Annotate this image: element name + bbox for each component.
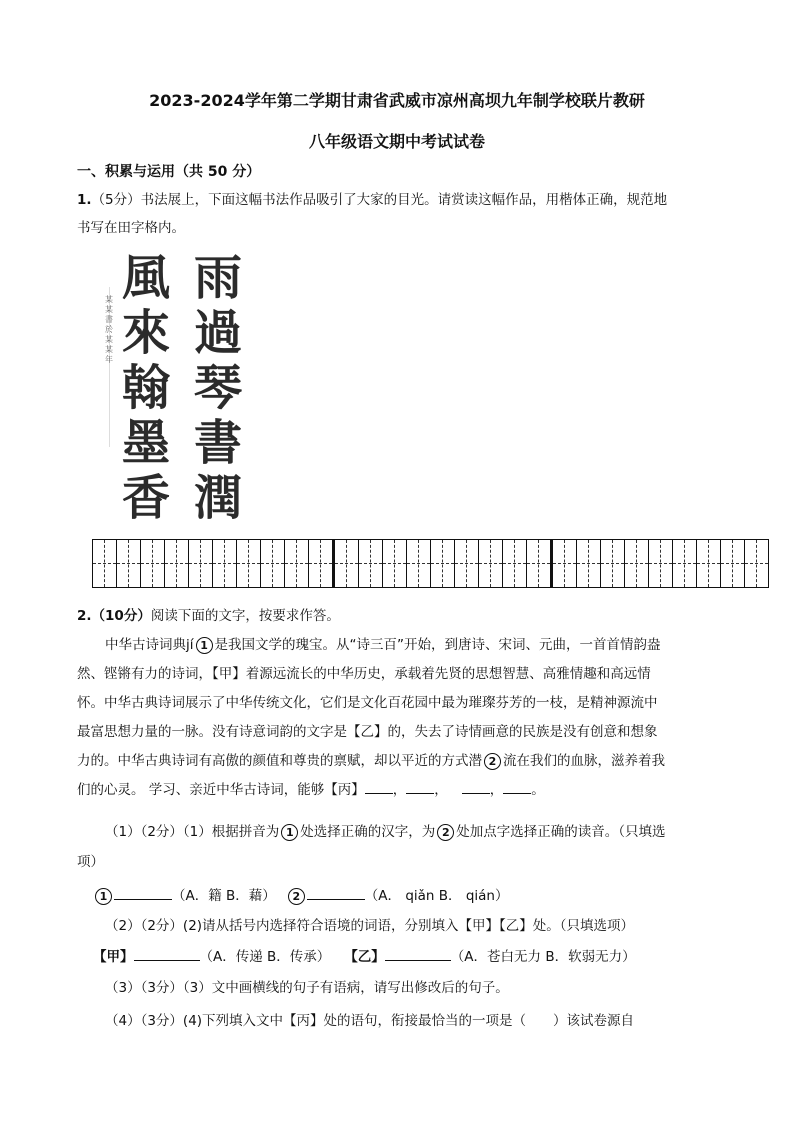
answer-blank[interactable] (365, 781, 393, 794)
passage-line4: 最富思想力量的一脉。没有诗意词韵的文字是【乙】的，失去了诗情画意的民族是没有创意和想象 (77, 724, 658, 740)
q1-text-line2: 书写在田字格内。 (77, 220, 185, 236)
passage-text: 是我国文学的瑰宝。从“诗三百”开始，到唐诗、宋词、元曲，一首首情韵盎 (214, 637, 661, 653)
page-title-line2: 八年级语文期中考试试卷 (308, 132, 485, 151)
grid-cell[interactable] (189, 540, 213, 587)
grid-cell[interactable] (721, 540, 745, 587)
grid-cell[interactable] (431, 540, 455, 587)
grid-cell[interactable] (673, 540, 697, 587)
sub1-options-2: （A． qiǎn B． qián） (364, 888, 509, 904)
grid-cell[interactable] (697, 540, 721, 587)
calligraphy-left-column (115, 251, 177, 526)
sub1-end2: 项） (77, 854, 104, 870)
q1-text-line1: 书法展上，下面这幅书法作品吸引了大家的目光。请赏读这幅作品，用楷体正确，规范地 (140, 192, 668, 208)
grid-cell[interactable] (527, 540, 553, 587)
grid-cell[interactable] (625, 540, 649, 587)
calligraphy-char: 風 (121, 250, 170, 306)
calligraphy-char: 香 (121, 470, 170, 526)
q2-heading (77, 604, 340, 624)
grid-cell[interactable] (383, 540, 407, 587)
passage-text: 力的。中华古典诗词有高傲的颜值和尊贵的禀赋，却以平近的方式潜 (77, 753, 482, 769)
passage-line3: 怀。中华古典诗词展示了中华传统文化，它们是文化百花园中最为璀璨芬芳的一枝，是精神源流中 (77, 695, 658, 711)
calligraphy-char: 雨 (193, 250, 242, 306)
passage-text: 们的心灵。 学习、亲近中华古诗词，能够【丙】 (77, 782, 365, 798)
sub1-answer-line (93, 884, 508, 905)
sub1-label: （1）（2分）（1）根据拼音为 (105, 824, 280, 840)
grid-cell[interactable] (117, 540, 141, 587)
grid-cell[interactable] (503, 540, 527, 587)
calligraphy-inscription: 某某書於某某年 (105, 295, 113, 364)
q1-number: 1. (77, 192, 92, 208)
grid-cell[interactable] (261, 540, 285, 587)
calligraphy-char: 過 (193, 305, 242, 361)
grid-cell[interactable] (93, 540, 117, 587)
circle-marker-2: 2 (484, 753, 501, 770)
q2-score: （10分） (91, 608, 151, 624)
answer-blank-yi[interactable] (385, 948, 451, 961)
answer-blank-2[interactable] (307, 887, 365, 900)
answer-blank[interactable] (406, 781, 434, 794)
sub4-label: （4）（3分）(4)下列填入文中【丙】处的语句，衔接最恰当的一项是（ ）该试卷源自 (105, 1013, 635, 1029)
answer-blank[interactable] (503, 781, 531, 794)
grid-cell[interactable] (213, 540, 237, 587)
calligraphy-char: 琴 (193, 360, 242, 416)
sub2-yi-options: （A．苍白无力 B．软弱无力） (450, 949, 636, 965)
section-heading: 一、积累与运用（共 50 分） (77, 164, 261, 180)
sub2-yi-label: 【乙】 (344, 949, 385, 965)
sub2-jia-options: （A．传递 B．传承） (199, 949, 331, 965)
grid-cell[interactable] (407, 540, 431, 587)
q2-number: 2. (77, 608, 92, 624)
calligraphy-char: 來 (121, 305, 170, 361)
circle-marker-1: 1 (95, 888, 112, 905)
grid-cell[interactable] (141, 540, 165, 587)
sub3-label: （3）（3分）（3）文中画横线的句子有语病，请写出修改后的句子。 (105, 980, 509, 996)
passage-line1 (105, 633, 661, 654)
grid-cell[interactable] (309, 540, 335, 587)
tianzige-grid[interactable] (92, 539, 769, 588)
sub1-end: 处加点字选择正确的读音。（只填选 (456, 824, 666, 840)
grid-cell[interactable] (479, 540, 503, 587)
calligraphy-right-column (187, 251, 249, 526)
calligraphy-char: 墨 (121, 415, 170, 471)
sub2-label: （2）（2分）(2)请从括号内选择符合语境的词语，分别填入【甲】【乙】处。（只填选项） (105, 918, 635, 934)
sub1-line1 (105, 820, 666, 841)
passage-text: 中华古诗词典jí (105, 637, 194, 653)
q1-line1 (77, 188, 667, 208)
circle-marker-1: 1 (281, 824, 298, 841)
grid-cell[interactable] (237, 540, 261, 587)
q2-instruction: 阅读下面的文字，按要求作答。 (150, 608, 340, 624)
circle-marker-2: 2 (288, 888, 305, 905)
calligraphy-char: 潤 (193, 470, 242, 526)
grid-cell[interactable] (455, 540, 479, 587)
grid-cell[interactable] (335, 540, 359, 587)
grid-cell[interactable] (165, 540, 189, 587)
passage-line2: 然、铿锵有力的诗词，【甲】着源远流长的中华历史，承载着先贤的思想智慧、高雅情趣和高远情 (77, 666, 651, 682)
calligraphy-char: 書 (193, 415, 242, 471)
passage-line6 (77, 778, 545, 798)
grid-cell[interactable] (649, 540, 673, 587)
calligraphy-char: 翰 (121, 360, 170, 416)
grid-cell[interactable] (745, 540, 768, 587)
grid-cell[interactable] (359, 540, 383, 587)
grid-cell[interactable] (285, 540, 309, 587)
answer-blank[interactable] (462, 781, 490, 794)
passage-text: 流在我们的血脉，滋养着我 (503, 753, 665, 769)
sub2-jia-label: 【甲】 (93, 949, 134, 965)
passage-text: ， (489, 782, 504, 798)
answer-blank-jia[interactable] (134, 948, 200, 961)
page-title-line1: 2023-2024学年第二学期甘肃省武威市凉州高坝九年制学校联片教研 (149, 91, 645, 110)
sub1-options-1: （A．籍 B．藉） (172, 888, 276, 904)
passage-text: ， (392, 782, 407, 798)
passage-text: 。 (531, 782, 545, 798)
calligraphy-artwork (95, 247, 255, 532)
grid-cell[interactable] (553, 540, 577, 587)
sub2-answer-line (93, 945, 636, 965)
passage-text: ， (434, 782, 448, 798)
grid-cell[interactable] (601, 540, 625, 587)
grid-cell[interactable] (577, 540, 601, 587)
circle-marker-1: 1 (196, 637, 213, 654)
answer-blank-1[interactable] (114, 887, 172, 900)
passage-line5 (77, 749, 665, 770)
q1-score: （5分） (91, 192, 141, 208)
circle-marker-2: 2 (437, 824, 454, 841)
sub1-mid: 处选择正确的汉字，为 (300, 824, 436, 840)
